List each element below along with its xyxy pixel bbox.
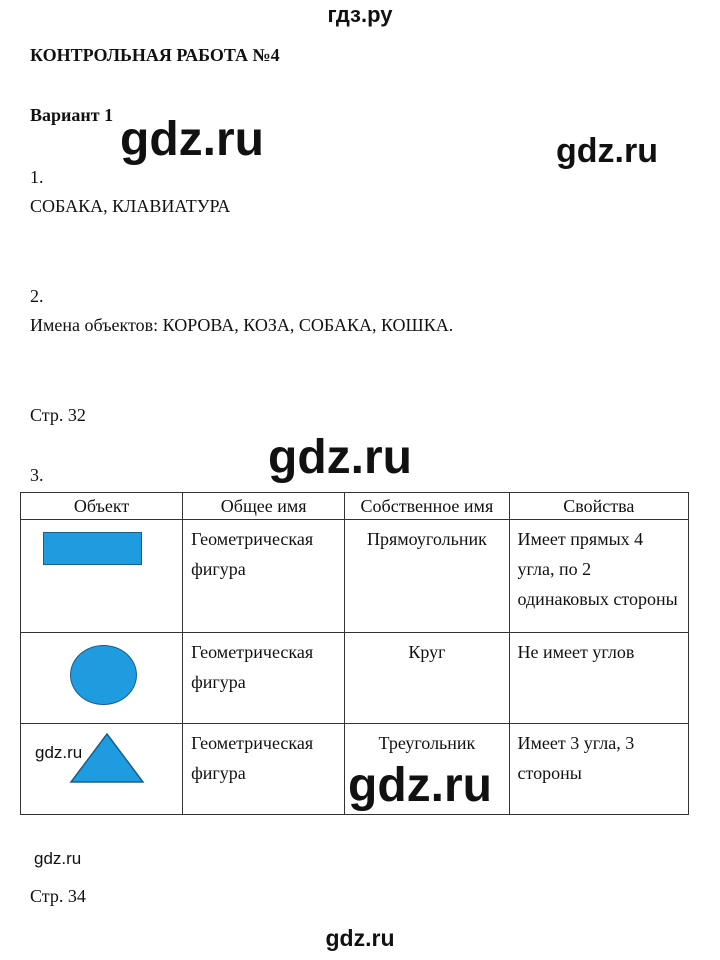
task-2-number: 2. xyxy=(30,286,44,306)
watermark: gdz.ru xyxy=(348,759,492,812)
header-proper-name: Собственное имя xyxy=(345,493,509,520)
properties-cell: Имеет прямых 4 угла, по 2 одинаковых стороны xyxy=(509,520,688,633)
page-reference: Стр. 32 xyxy=(30,405,86,425)
task-2-answer: Имена объектов: КОРОВА, КОЗА, СОБАКА, КОШКА. xyxy=(30,315,454,335)
task-1-number: 1. xyxy=(30,167,44,187)
common-name-cell: Геометрическая фигура xyxy=(183,520,345,633)
proper-name-cell: Прямоугольник xyxy=(345,520,509,633)
header-properties: Свойства xyxy=(509,493,688,520)
watermark: gdz.ru xyxy=(268,431,412,484)
watermark: gdz.ru xyxy=(34,849,82,868)
page-reference: Стр. 34 xyxy=(30,886,86,906)
task-1-answer: СОБАКА, КЛАВИАТУРА xyxy=(30,196,231,216)
header-common-name: Общее имя xyxy=(183,493,345,520)
object-cell xyxy=(21,633,183,724)
common-name-cell: Геометрическая фигура xyxy=(183,633,345,724)
proper-name-cell: Круг xyxy=(345,633,509,724)
triangle-shape xyxy=(69,732,145,784)
rectangle-shape xyxy=(43,532,142,565)
table-header-row xyxy=(21,493,689,520)
header-object: Объект xyxy=(21,493,183,520)
proper-name-cell: Треугольник xyxy=(345,724,509,815)
variant-heading: Вариант 1 xyxy=(30,105,114,125)
object-cell xyxy=(21,520,183,633)
table-row xyxy=(21,520,689,633)
properties-cell: Не имеет углов xyxy=(509,633,688,724)
circle-shape xyxy=(70,645,137,705)
object-cell xyxy=(21,724,183,815)
task-3-number: 3. xyxy=(30,465,44,485)
watermark-top: гдз.ру xyxy=(327,2,393,27)
watermark-bottom: gdz.ru xyxy=(325,925,395,951)
watermark: gdz.ru xyxy=(120,113,264,166)
table-row xyxy=(21,633,689,724)
page-title: КОНТРОЛЬНАЯ РАБОТА №4 xyxy=(30,45,280,65)
watermark: gdz.ru xyxy=(556,132,658,170)
common-name-cell: Геометрическая фигура xyxy=(183,724,345,815)
watermark: gdz.ru xyxy=(35,743,83,762)
properties-cell: Имеет 3 угла, 3 стороны xyxy=(509,724,688,815)
